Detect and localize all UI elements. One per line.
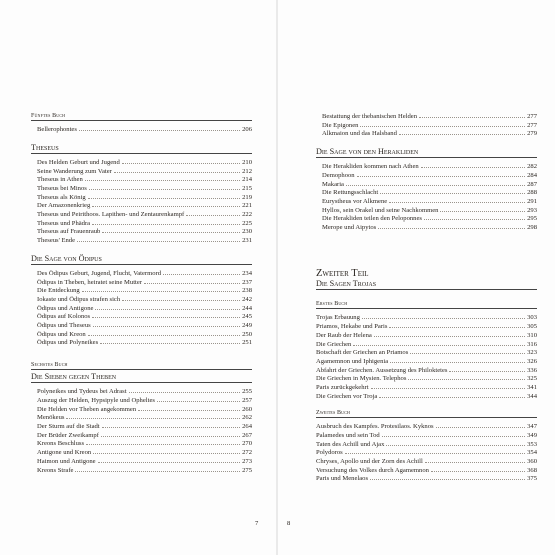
- entry-page-number: 267: [242, 431, 252, 439]
- entry-list: [31, 268, 252, 346]
- entry-title: Die Epigonen: [322, 121, 359, 129]
- section-heading: Die Sage von Ödipus: [31, 255, 252, 265]
- toc-entry: [31, 218, 252, 227]
- entry-title: Botschaft der Griechen an Priamos: [316, 349, 409, 357]
- dot-leader: [82, 285, 240, 292]
- dot-leader: [408, 373, 525, 380]
- entry-page-number: 368: [527, 466, 537, 474]
- toc-entry: [31, 447, 252, 456]
- entry-page-number: 282: [527, 163, 537, 171]
- entry-page-number: 279: [527, 130, 537, 138]
- dot-leader: [389, 321, 525, 328]
- section-second-book: [316, 410, 537, 482]
- entry-title: Merope und Aipytos: [322, 224, 377, 232]
- dot-leader: [370, 473, 525, 480]
- section-heading: Die Sage von den Herakliden: [316, 148, 537, 158]
- toc-entry: [31, 268, 252, 277]
- entry-title: Die Herakliden kommen nach Athen: [322, 163, 419, 171]
- toc-entry: [316, 456, 537, 465]
- dot-leader: [79, 124, 240, 131]
- dot-leader: [362, 312, 525, 319]
- dot-leader: [379, 391, 525, 398]
- entry-page-number: 316: [527, 340, 537, 348]
- dot-leader: [98, 456, 240, 463]
- dot-leader: [346, 179, 525, 186]
- entry-page-number: 298: [527, 224, 537, 232]
- entry-title: Die Rettungsschlacht: [322, 189, 379, 197]
- entry-title: Theseus in Athen: [37, 176, 83, 184]
- toc-entry: [31, 174, 252, 183]
- entry-page-number: 354: [527, 449, 537, 457]
- entry-title: Trojas Erbauung: [316, 314, 360, 322]
- toc-entry: [316, 465, 537, 474]
- entry-title: Priamos, Hekabe und Paris: [316, 323, 388, 331]
- entry-title: Hyllos, sein Orakel und seine Nachkommen: [322, 206, 439, 214]
- entry-page-number: 264: [242, 423, 252, 431]
- entry-title: Theseus und Peirithoos. Lapithen- und Zentaurenkampf: [37, 211, 185, 219]
- book-heading: Zweites Buch: [316, 410, 537, 418]
- entry-page-number: 214: [242, 176, 252, 184]
- entry-page-number: 295: [527, 215, 537, 223]
- entry-page-number: 230: [242, 228, 252, 236]
- section-heading: Sechstes Buch: [31, 362, 252, 370]
- entry-title: Der Amazonenkrieg: [37, 202, 91, 210]
- dot-leader: [419, 111, 525, 118]
- dot-leader: [163, 268, 240, 275]
- toc-entry: [316, 391, 537, 400]
- entry-page-number: 221: [242, 202, 252, 210]
- dot-leader: [92, 200, 240, 207]
- dot-leader: [399, 128, 525, 135]
- left-toc-column: [31, 113, 252, 473]
- toc-entry: [316, 187, 537, 196]
- entry-page-number: 225: [242, 219, 252, 227]
- toc-entry: [316, 312, 537, 321]
- entry-page-number: 277: [527, 121, 537, 129]
- toc-entry: [316, 222, 537, 231]
- entry-page-number: 260: [242, 405, 252, 413]
- dot-leader: [92, 218, 240, 225]
- entry-page-number: 250: [242, 330, 252, 338]
- entry-title: Eurystheus vor Alkmene: [322, 198, 388, 206]
- entry-title: Ödipus und Antigone: [37, 304, 94, 312]
- entry-page-number: 325: [527, 375, 537, 383]
- entry-page-number: 284: [527, 171, 537, 179]
- entry-page-number: 291: [527, 198, 537, 206]
- toc-entry: [31, 183, 252, 192]
- dot-leader: [357, 170, 525, 177]
- entry-page-number: 323: [527, 349, 537, 357]
- dot-leader: [66, 412, 240, 419]
- entry-title: Die Griechen: [316, 340, 352, 348]
- entry-title: Seine Wanderung zum Vater: [37, 167, 112, 175]
- dot-leader: [386, 439, 525, 446]
- toc-section: [31, 113, 252, 133]
- entry-page-number: 219: [242, 193, 252, 201]
- dot-leader: [431, 465, 525, 472]
- entry-title: Des Ödipus Geburt, Jugend, Flucht, Vatermord: [37, 269, 162, 277]
- toc-entry: [31, 337, 252, 346]
- entry-page-number: 255: [242, 388, 252, 396]
- dot-leader: [374, 330, 525, 337]
- toc-entry: [316, 347, 537, 356]
- toc-entry: [31, 226, 252, 235]
- entry-title: Der Brüder Zweikampf: [37, 431, 99, 439]
- dot-leader: [144, 277, 240, 284]
- entry-title: Alkmaion und das Halsband: [322, 130, 397, 138]
- entry-list: [31, 386, 252, 473]
- entry-page-number: 212: [242, 167, 252, 175]
- toc-entry: [31, 412, 252, 421]
- entry-list: [316, 312, 537, 399]
- dot-leader: [425, 456, 525, 463]
- toc-entry: [31, 395, 252, 404]
- toc-entry: [316, 373, 537, 382]
- entry-page-number: 288: [527, 189, 537, 197]
- dot-leader: [92, 311, 240, 318]
- toc-entry: [316, 161, 537, 170]
- entry-title: Ödipus auf Kolonos: [37, 313, 91, 321]
- toc-entry: [31, 192, 252, 201]
- section-heading: Die Sieben gegen Theben: [31, 373, 252, 383]
- toc-entry: [316, 128, 537, 137]
- entry-title: Ausbruch des Kampfes. Protesilaos. Kyknos: [316, 423, 434, 431]
- dot-leader: [186, 209, 240, 216]
- entry-title: Theseus als König: [37, 193, 86, 201]
- entry-title: Agamemnon und Iphigenia: [316, 357, 389, 365]
- toc-entry: [31, 386, 252, 395]
- entry-page-number: 251: [242, 339, 252, 347]
- entry-list: [31, 157, 252, 244]
- entry-page-number: 238: [242, 287, 252, 295]
- entry-title: Die Herakliden teilen den Peloponnes: [322, 215, 422, 223]
- toc-entry: [31, 421, 252, 430]
- dot-leader: [449, 365, 525, 372]
- page-number-left: 7: [255, 520, 259, 527]
- dot-leader: [378, 222, 525, 229]
- entry-title: Menökeus: [37, 414, 65, 422]
- dot-leader: [88, 329, 240, 336]
- book-heading: Erstes Buch: [316, 301, 537, 309]
- toc-entry: [31, 157, 252, 166]
- toc-entry: [31, 311, 252, 320]
- dot-leader: [410, 347, 525, 354]
- entry-page-number: 206: [242, 126, 252, 133]
- dot-leader: [389, 196, 525, 203]
- dot-leader: [100, 337, 240, 344]
- entry-title: Kreons Strafe: [37, 466, 74, 474]
- dot-leader: [114, 166, 240, 173]
- entry-page-number: 341: [527, 383, 537, 391]
- entry-page-number: 272: [242, 449, 252, 457]
- dot-leader: [102, 226, 240, 233]
- dot-leader: [436, 421, 525, 428]
- part-two-heading: [316, 269, 537, 291]
- entry-title: Iokaste und Ödipus strafen sich: [37, 296, 121, 304]
- entry-page-number: 375: [527, 475, 537, 483]
- toc-entry: [316, 473, 537, 482]
- dot-leader: [101, 430, 240, 437]
- entry-page-number: 287: [527, 180, 537, 188]
- toc-entry: [316, 439, 537, 448]
- entry-title: Antigone und Kreon: [37, 449, 92, 457]
- page-number-right: 8: [287, 520, 291, 527]
- entry-page-number: 244: [242, 304, 252, 312]
- toc-entry: [316, 330, 537, 339]
- entry-title: Der Raub der Helena: [316, 331, 372, 339]
- entry-list: [316, 161, 537, 231]
- dot-leader: [77, 235, 240, 242]
- entry-page-number: 215: [242, 184, 252, 192]
- entry-list: [316, 421, 537, 482]
- dot-leader: [421, 161, 525, 168]
- entry-page-number: 349: [527, 432, 537, 440]
- entry-page-number: 222: [242, 211, 252, 219]
- entry-page-number: 336: [527, 366, 537, 374]
- entry-page-number: 360: [527, 458, 537, 466]
- toc-entry: [316, 430, 537, 439]
- toc-section: [31, 362, 252, 370]
- dot-leader: [138, 404, 240, 411]
- toc-section: [31, 373, 252, 473]
- section-heading: Theseus: [31, 144, 252, 154]
- toc-entry: [316, 213, 537, 222]
- toc-entry: [316, 120, 537, 129]
- entry-title: Bestattung der thebanischen Helden: [322, 113, 418, 120]
- part-title: Zweiter Teil: [316, 267, 369, 279]
- entry-title: Die Griechen in Mysien. Telephos: [316, 375, 407, 383]
- entry-page-number: 270: [242, 440, 252, 448]
- entry-title: Der Sturm auf die Stadt: [37, 423, 100, 431]
- entry-page-number: 245: [242, 313, 252, 321]
- entry-page-number: 234: [242, 269, 252, 277]
- entry-page-number: 273: [242, 457, 252, 465]
- toc-entry: [31, 294, 252, 303]
- dot-leader: [88, 192, 240, 199]
- toc-entry: [316, 179, 537, 188]
- entry-title: Chryses, Apollo und der Zorn des Achill: [316, 458, 423, 466]
- entry-title: Theseus auf Frauenraub: [37, 228, 101, 236]
- dot-leader: [122, 157, 240, 164]
- toc-entry: [31, 329, 252, 338]
- entry-title: Ödipus und Theseus: [37, 322, 91, 330]
- toc-entry: [31, 320, 252, 329]
- toc-entry: [316, 447, 537, 456]
- entry-page-number: 257: [242, 397, 252, 405]
- entry-page-number: 262: [242, 414, 252, 422]
- toc-entry: [31, 277, 252, 286]
- toc-entry: [316, 382, 537, 391]
- dot-leader: [93, 320, 240, 327]
- entry-title: Polyneikes und Tydeus bei Adrast: [37, 388, 127, 396]
- entry-page-number: 249: [242, 322, 252, 330]
- entry-page-number: 210: [242, 158, 252, 166]
- entry-title: Paris und Menelaos: [316, 475, 369, 483]
- entry-title: Die Entdeckung: [37, 287, 80, 295]
- entry-page-number: 310: [527, 331, 537, 339]
- entry-title: Ödipus und Polyneikes: [37, 339, 99, 347]
- dot-leader: [89, 183, 240, 190]
- toc-entry: [316, 111, 537, 120]
- toc-entry: [316, 321, 537, 330]
- entry-title: Polydoros: [316, 449, 343, 457]
- dot-leader: [75, 465, 240, 472]
- entry-page-number: 326: [527, 357, 537, 365]
- dot-leader: [371, 382, 525, 389]
- right-page: [278, 0, 555, 555]
- dot-leader: [95, 303, 240, 310]
- toc-entry: [31, 456, 252, 465]
- toc-entry: [31, 124, 252, 133]
- section-heading: Fünftes Buch: [31, 113, 252, 121]
- continued-entries: [316, 111, 537, 137]
- dot-leader: [85, 174, 240, 181]
- toc-entry: [31, 200, 252, 209]
- toc-entry: [31, 430, 252, 439]
- entry-title: Paris zurückgekehrt: [316, 383, 369, 391]
- entry-page-number: 353: [527, 440, 537, 448]
- entry-title: Die Helden vor Theben angekommen: [37, 405, 137, 413]
- entry-page-number: 277: [527, 113, 537, 120]
- entry-page-number: 237: [242, 278, 252, 286]
- toc-entry: [31, 235, 252, 244]
- toc-section: [31, 255, 252, 346]
- dot-leader: [424, 213, 525, 220]
- dot-leader: [93, 447, 240, 454]
- entry-title: Makaria: [322, 180, 344, 188]
- entry-page-number: 275: [242, 466, 252, 474]
- toc-section: [31, 144, 252, 244]
- toc-entry: [316, 205, 537, 214]
- toc-entry: [316, 196, 537, 205]
- toc-entry: [316, 365, 537, 374]
- dot-leader: [86, 438, 240, 445]
- entry-title: Des Helden Geburt und Jugend: [37, 158, 120, 166]
- entry-page-number: 303: [527, 314, 537, 322]
- entry-page-number: 347: [527, 423, 537, 431]
- toc-entry: [316, 421, 537, 430]
- entry-title: Ödipus und Kreon: [37, 330, 86, 338]
- toc-entry: [31, 465, 252, 474]
- entry-title: Abfahrt der Griechen. Aussetzung des Philoktetes: [316, 366, 448, 374]
- dot-leader: [122, 294, 240, 301]
- section-herakliden: [316, 148, 537, 231]
- toc-entry: [31, 209, 252, 218]
- toc-entry: [31, 303, 252, 312]
- entry-title: Demophoon: [322, 171, 355, 179]
- entry-title: Taten des Achill und Ajax: [316, 440, 385, 448]
- dot-leader: [360, 120, 525, 127]
- right-toc-column: [316, 111, 537, 482]
- dot-leader: [390, 356, 525, 363]
- entry-page-number: 242: [242, 296, 252, 304]
- entry-page-number: 344: [527, 392, 537, 400]
- entry-page-number: 231: [242, 237, 252, 245]
- toc-entry: [31, 404, 252, 413]
- toc-entry: [316, 356, 537, 365]
- dot-leader: [382, 430, 525, 437]
- entry-title: Bellerophontes: [37, 126, 77, 133]
- entry-title: Palamedes und sein Tod: [316, 432, 380, 440]
- entry-title: Theseus bei Minos: [37, 184, 87, 192]
- entry-title: Theseus und Phädra: [37, 219, 91, 227]
- entry-title: Theseus' Ende: [37, 237, 75, 245]
- entry-title: Die Griechen vor Troja: [316, 392, 378, 400]
- part-subtitle: Die Sagen Trojas: [316, 280, 537, 290]
- entry-title: Kreons Beschluss: [37, 440, 85, 448]
- dot-leader: [345, 447, 525, 454]
- entry-title: Auszug der Helden, Hypsipyle und Opheltes: [37, 397, 155, 405]
- toc-entry: [31, 438, 252, 447]
- dot-leader: [440, 205, 525, 212]
- entry-page-number: 305: [527, 323, 537, 331]
- entry-list: [31, 124, 252, 133]
- entry-title: Haimon und Antigone: [37, 457, 96, 465]
- dot-leader: [353, 339, 525, 346]
- entry-title: Versuchung des Volkes durch Agamemnon: [316, 466, 429, 474]
- toc-entry: [31, 285, 252, 294]
- left-page: [0, 0, 277, 555]
- dot-leader: [157, 395, 240, 402]
- dot-leader: [129, 386, 240, 393]
- entry-page-number: 293: [527, 206, 537, 214]
- dot-leader: [102, 421, 240, 428]
- entry-title: Ödipus in Theben, heiratet seine Mutter: [37, 278, 142, 286]
- dot-leader: [380, 187, 525, 194]
- toc-entry: [31, 166, 252, 175]
- toc-entry: [316, 339, 537, 348]
- toc-entry: [316, 170, 537, 179]
- section-first-book: [316, 301, 537, 399]
